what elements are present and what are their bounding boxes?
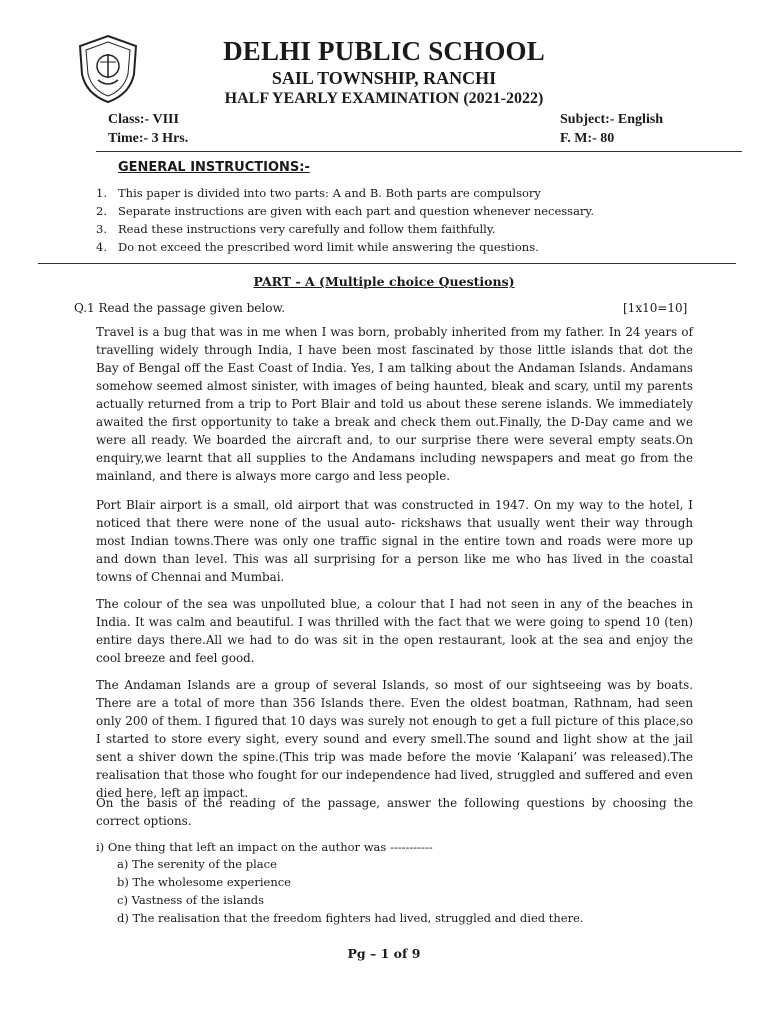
instruction-item: 3. Read these instructions very carefully and follow them faithfully. (96, 222, 496, 236)
general-instructions-title: GENERAL INSTRUCTIONS:- (118, 160, 310, 175)
option-a: a) The serenity of the place (117, 857, 277, 871)
passage-instruction: On the basis of the reading of the passage, answer the following questions by choosing the correct options. (96, 796, 693, 828)
exam-title: HALF YEARLY EXAMINATION (2021-2022) (224, 90, 544, 107)
passage-paragraph-1: Travel is a bug that was in me when I was born, probably inherited from my father. In 24 years of travelling widely through India, I have been most fascinated by those little islands that dot the Bay of Bengal off the East Coast of India. Yes, I am talking about the Andaman Islands. Andamans somehow seemed almost sinister, with images of being haunted, bleak and scary, until my parents actually returned from a trip to Port Blair and told us about these serene islands. We immediately awaited the first opportunity to take a break and check them out.Finally, the D-Day came and we were all ready. We boarded the aircraft and, to our surprise there were several empty seats.On enquiry,we learnt that all supplies to the Andamans including newspapers and meat go from the mainland, and there is always more cargo and less people. (96, 325, 693, 483)
class-label: Class:- VIII (108, 112, 179, 127)
instructions-divider (38, 263, 736, 264)
question-i-options (117, 855, 584, 927)
instruction-item: 4. Do not exceed the prescribed word limit while answering the questions. (96, 240, 539, 254)
school-location: SAIL TOWNSHIP, RANCHI (271, 68, 497, 88)
question-i: i) One thing that left an impact on the author was ----------- (96, 840, 433, 854)
part-a-title: PART - A (Multiple choice Questions) (253, 274, 515, 289)
subject-label: Subject:- English (560, 112, 664, 127)
question-1-label: Q.1 Read the passage given below. (74, 301, 286, 315)
passage-paragraph-4: The Andaman Islands are a group of several Islands, so most of our sightseeing was by boats. There are a total of more than 356 Islands there. Even the oldest boatman, Rathnam, had seen only 200 of them. I figured that 10 days was surely not enough to get a full picture of this place,so I started to store every sight, every sound and every smell.The sound and light show at the jail sent a shiver down the spine.(This trip was made before the movie ‘Kalapani’ was released).The realisation that those who fought for our independence had lived, struggled and suffered and even died here, left an impact. (96, 678, 693, 800)
passage-paragraph-2: Port Blair airport is a small, old airport that was constructed in 1947. On my way to the hotel, I noticed that there were none of the usual auto- rickshaws that usually went their way through most Indian towns.There was only one traffic signal in the entire town and roads were more up and down than level. This was all surprising for a person like me who has lived in the coastal towns of Chennai and Mumbai. (96, 498, 693, 584)
school-name: DELHI PUBLIC SCHOOL (223, 36, 545, 66)
instruction-item: 1. This paper is divided into two parts: A and B. Both parts are compulsory (96, 186, 541, 200)
header-divider (96, 151, 742, 152)
passage-paragraph-3: The colour of the sea was unpolluted blue, a colour that I had not seen in any of the beaches in India. It was calm and beautiful. I was thrilled with the fact that we were going to spend 10 (ten) entire days there.All we had to do was sit in the open restaurant, look at the sea and enjoy the cool breeze and feel good. (96, 597, 693, 665)
option-d: d) The realisation that the freedom fighters had lived, struggled and died there. (117, 911, 584, 925)
instructions-list (96, 184, 716, 256)
full-marks-label: F. M:- 80 (560, 131, 615, 146)
option-b: b) The wholesome experience (117, 875, 291, 889)
instruction-item: 2. Separate instructions are given with each part and question whenever necessary. (96, 204, 595, 218)
time-label: Time:- 3 Hrs. (108, 131, 189, 146)
option-c: c) Vastness of the islands (117, 893, 264, 907)
question-1-marks: [1x10=10] (623, 301, 688, 315)
page-number: Pg – 1 of 9 (347, 946, 421, 961)
